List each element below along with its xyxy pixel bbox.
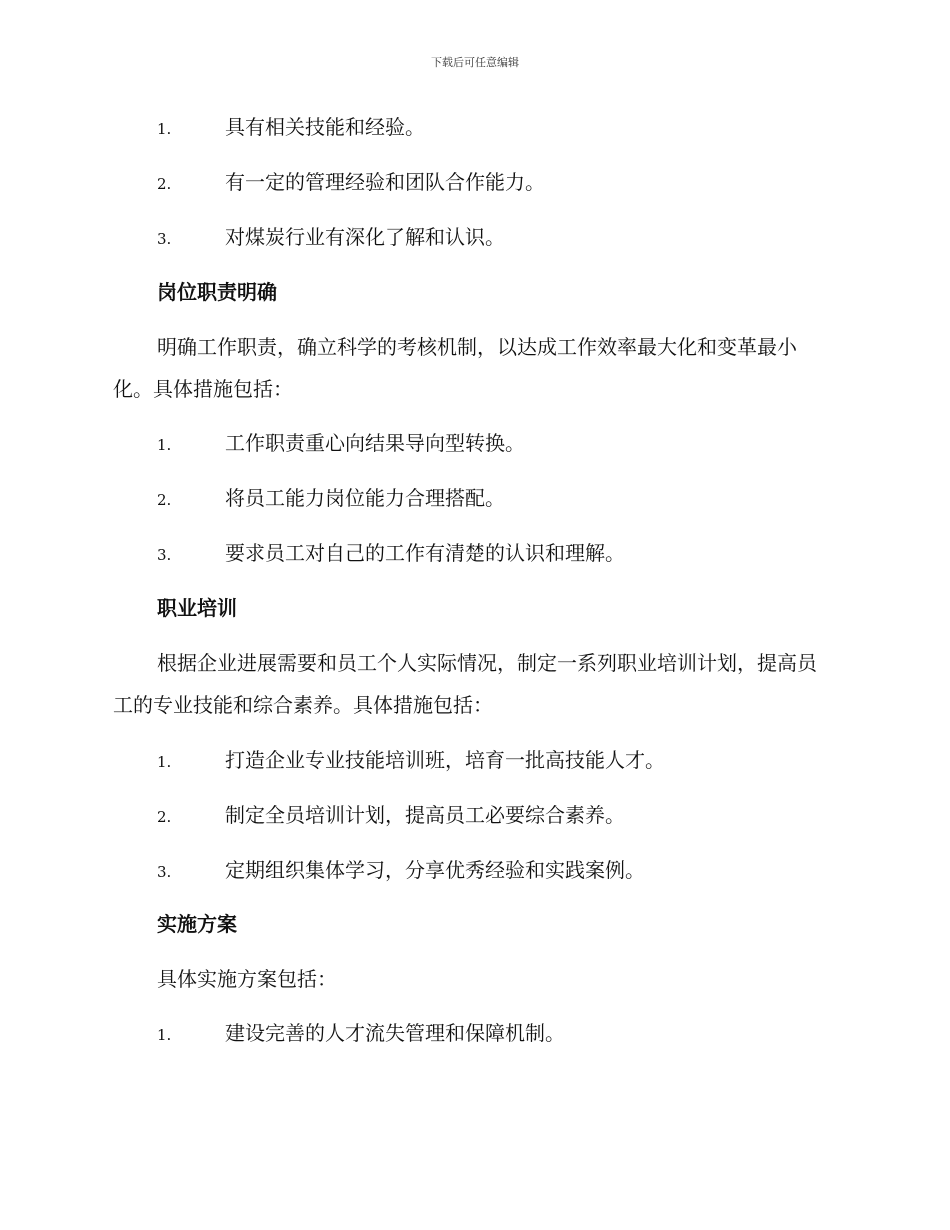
list-item [157, 429, 525, 459]
list-item [157, 223, 505, 253]
list-item-text: 打造企业专业技能培训班，培育一批高技能人才。 [225, 748, 665, 772]
list-item-text: 工作职责重心向结果导向型转换。 [225, 431, 525, 455]
list-item-number: 1. [157, 436, 172, 454]
list-item [157, 801, 625, 831]
section-paragraph: 根据企业进展需要和员工个人实际情况，制定一系列职业培训计划，提高员工的专业技能和综合素养。具体措施包括： [113, 651, 817, 717]
list-item-text: 对煤炭行业有深化了解和认识。 [225, 225, 505, 249]
list-item-number: 1. [157, 753, 172, 771]
list-item-text: 有一定的管理经验和团队合作能力。 [225, 170, 545, 194]
list-item-number: 2. [157, 491, 172, 509]
list-item-text: 要求员工对自己的工作有清楚的认识和理解。 [225, 541, 625, 565]
list-item-text: 将员工能力岗位能力合理搭配。 [225, 486, 505, 510]
list-item [157, 1019, 565, 1049]
list-item-number: 3. [157, 546, 172, 564]
list-item-number: 3. [157, 230, 172, 248]
section-heading: 职业培训 [157, 596, 237, 620]
list-item [157, 539, 625, 569]
page-header-note: 下载后可任意编辑 [431, 56, 519, 69]
list-item-number: 3. [157, 863, 172, 881]
section-heading: 实施方案 [157, 912, 237, 936]
list-item-number: 1. [157, 120, 172, 138]
list-item [157, 113, 425, 143]
list-item-text: 建设完善的人才流失管理和保障机制。 [225, 1021, 565, 1045]
section-intro: 具体实施方案包括： [157, 967, 337, 991]
list-item-text: 具有相关技能和经验。 [225, 115, 425, 139]
list-item [157, 168, 545, 198]
list-item-number: 2. [157, 808, 172, 826]
section-paragraph: 明确工作职责，确立科学的考核机制，以达成工作效率最大化和变革最小化。具体措施包括： [113, 335, 797, 401]
section-heading: 岗位职责明确 [157, 280, 277, 304]
list-item-text: 制定全员培训计划，提高员工必要综合素养。 [225, 803, 625, 827]
list-item [157, 856, 645, 886]
list-item-number: 1. [157, 1026, 172, 1044]
list-item-number: 2. [157, 175, 172, 193]
list-item [157, 746, 665, 776]
list-item [157, 484, 505, 514]
list-item-text: 定期组织集体学习，分享优秀经验和实践案例。 [225, 858, 645, 882]
